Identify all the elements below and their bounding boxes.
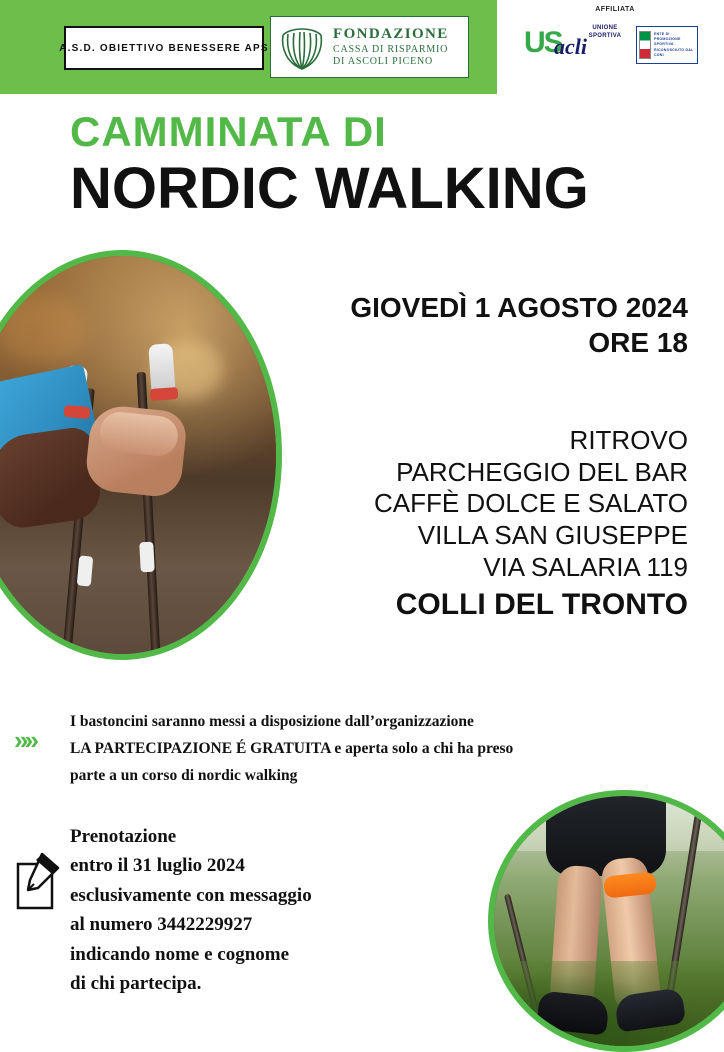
event-time: ORE 18 — [588, 327, 688, 358]
page-title: NORDIC WALKING — [70, 156, 589, 221]
pole-strap-left — [64, 405, 91, 419]
event-date: GIOVEDÌ 1 AGOSTO 2024 — [350, 292, 688, 323]
us-acli-logo — [524, 24, 624, 68]
meeting-line-4: VILLA SAN GIUSEPPE — [417, 520, 688, 551]
booking-line-2: entro il 31 luglio 2024 — [70, 855, 245, 877]
double-chevron-icon: »» — [14, 725, 35, 755]
italy-flag-icon — [639, 31, 651, 59]
coni-badge-text: ENTE DI PROMOZIONE SPORTIVA RICONOSCIUTO DAL CONI — [654, 31, 694, 58]
meeting-line-1: RITROVO — [569, 425, 688, 455]
event-note-block — [70, 708, 680, 789]
pole-ferrule-left — [77, 555, 94, 586]
photo-grass — [494, 961, 724, 1046]
affiliata-label: AFFILIATA — [595, 6, 635, 13]
fondazione-line-2: CASSA DI RISPARMIO — [333, 43, 449, 55]
fondazione-line-3: DI ASCOLI PICENO — [333, 56, 434, 68]
booking-line-3: esclusivamente con messaggio — [70, 884, 312, 906]
nordic-walking-legs-trail-photo — [488, 790, 724, 1052]
poster-subtitle: CAMMINATA DI — [70, 108, 387, 155]
meeting-line-3: CAFFÈ DOLCE E SALATO — [373, 488, 688, 519]
us-acli-mark: US — [524, 26, 562, 59]
asd-obiettivo-benessere-logo — [59, 26, 269, 70]
event-city: COLLI DEL TRONTO — [395, 588, 688, 621]
note-line-1: I bastoncini saranno messi a disposizione dall’organizzazione — [70, 713, 474, 730]
note-line-3: parte a un corso di nordic walking — [70, 767, 298, 785]
note-line-2: LA PARTECIPAZIONE É GRATUITA e aperta solo a chi ha preso — [70, 740, 514, 758]
photo-bokeh-left — [0, 296, 88, 366]
pole-ferrule-right — [139, 542, 155, 573]
event-date-block — [300, 290, 688, 360]
shell-icon — [277, 23, 327, 71]
booking-line-6: di chi partecipa. — [70, 973, 202, 995]
fondazione-carisap-logo — [270, 16, 469, 78]
coni-badge-logo — [636, 26, 698, 64]
fondazione-line-1: FONDAZIONE — [333, 26, 449, 43]
booking-line-4: al numero 3442229927 — [70, 914, 253, 936]
booking-instructions-block — [70, 822, 490, 999]
black-shorts — [546, 790, 666, 876]
meeting-line-5: VIA SALARIA 119 — [483, 551, 688, 582]
pen-form-icon — [14, 848, 66, 912]
pole-strap-right — [150, 387, 179, 401]
meeting-line-2: PARCHEGGIO DEL BAR — [396, 456, 688, 487]
poster-header — [0, 0, 724, 94]
booking-line-5: indicando nome e cognome — [70, 943, 290, 965]
fondazione-logo-text — [333, 25, 449, 69]
photo-left-wrapper — [0, 250, 282, 660]
nordic-walking-poles-hands-photo — [0, 250, 282, 660]
asd-logo-text: A.S.D. OBIETTIVO BENESSERE APS — [59, 42, 269, 54]
booking-line-1: Prenotazione — [70, 826, 177, 847]
us-acli-word: acli — [554, 34, 587, 59]
us-acli-sup-text: UNIONE SPORTIVA — [588, 25, 622, 40]
event-meeting-block — [290, 425, 688, 584]
